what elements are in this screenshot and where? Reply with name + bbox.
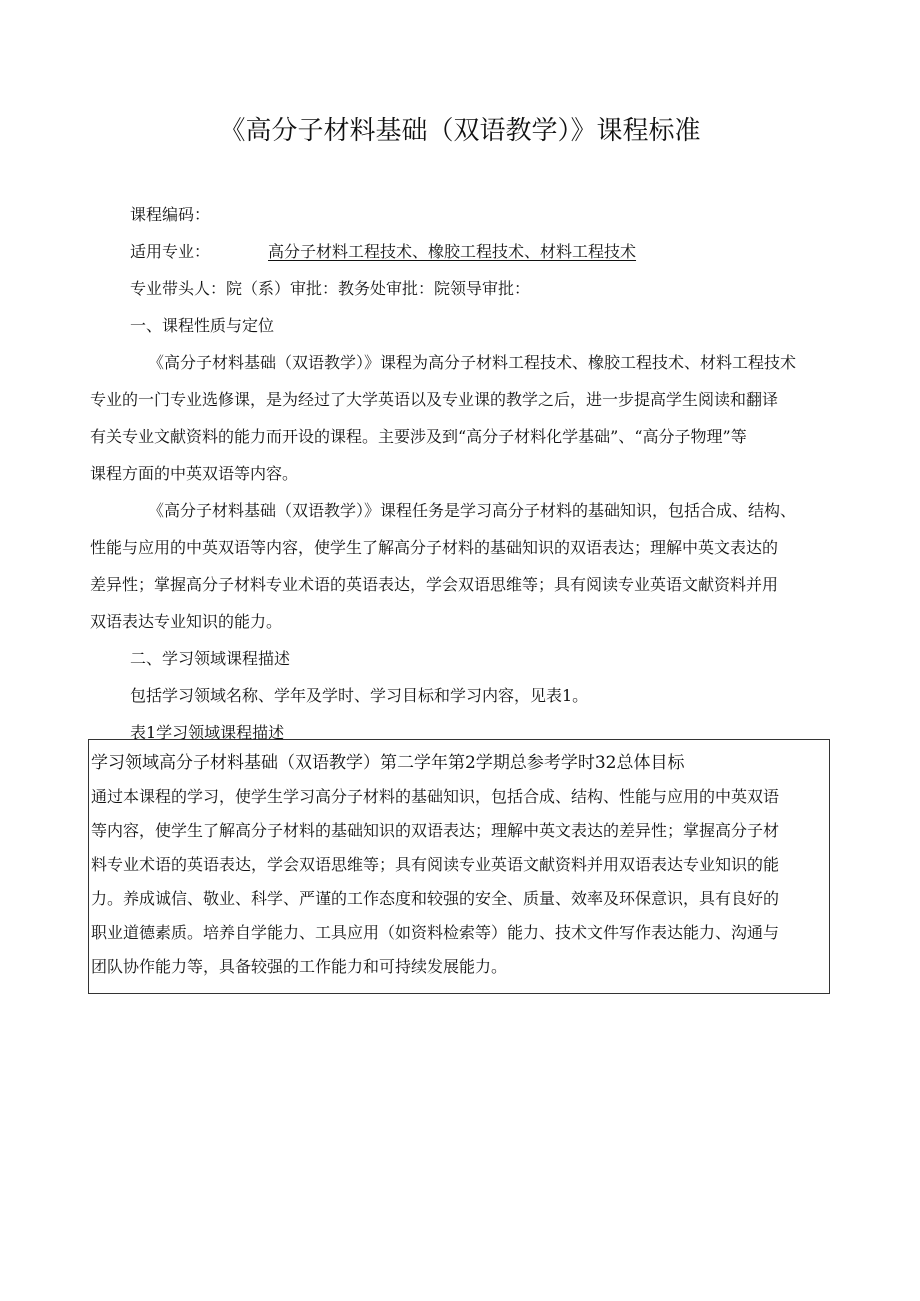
section2-intro: 包括学习领域名称、学年及学时、学习目标和学习内容，见表1。 <box>130 686 589 705</box>
course-code-label: 课程编码： <box>130 205 211 224</box>
section1-para2 <box>90 492 840 640</box>
table-body-line: 等内容，使学生了解高分子材料的基础知识的双语表达；理解中英文表达的差异性；掌握高分子材 <box>91 821 780 840</box>
course-description-table <box>88 739 830 994</box>
table-body-line: 力。养成诚信、敬业、科学、严谨的工作态度和较强的安全、质量、效率及环保意识，具有良好的 <box>91 889 780 908</box>
paragraph-line: 《高分子材料基础（双语教学）》课程为高分子材料工程技术、橡胶工程技术、材料工程技术 <box>148 353 797 372</box>
paragraph-line: 《高分子材料基础（双语教学）》课程任务是学习高分子材料的基础知识，包括合成、结构、 <box>148 501 797 520</box>
paragraph-line: 双语表达专业知识的能力。 <box>90 612 283 631</box>
approvals-line: 专业带头人：院（系）审批：教务处审批：院领导审批： <box>130 279 531 298</box>
section1-para1 <box>90 344 840 492</box>
major-label: 适用专业： <box>130 242 211 261</box>
paragraph-line: 性能与应用的中英双语等内容，使学生了解高分子材料的基础知识的双语表达；理解中英文表达的 <box>90 538 779 557</box>
paragraph-line: 有关专业文献资料的能力而开设的课程。主要涉及到“高分子材料化学基础”、“高分子物理”等 <box>90 427 747 446</box>
section1-heading: 一、课程性质与定位 <box>130 316 275 335</box>
course-meta <box>90 196 840 751</box>
paragraph-line: 专业的一门专业选修课，是为经过了大学英语以及专业课的教学之后，进一步提高学生阅读和翻译 <box>90 390 779 409</box>
table-body-line: 料专业术语的英语表达，学会双语思维等；具有阅读专业英语文献资料并用双语表达专业知识的能 <box>91 855 780 874</box>
paragraph-line: 差异性；掌握高分子材料专业术语的英语表达，学会双语思维等；具有阅读专业英语文献资料并用 <box>90 575 779 594</box>
major-value: 高分子材料工程技术、橡胶工程技术、材料工程技术 <box>268 242 637 261</box>
table-body-line: 通过本课程的学习，使学生学习高分子材料的基础知识，包括合成、结构、性能与应用的中英双语 <box>91 787 780 806</box>
table-body-line: 团队协作能力等，具备较强的工作能力和可持续发展能力。 <box>91 957 508 976</box>
table-header-row: 学习领域高分子材料基础（双语教学）第二学年第2学期总参考学时32总体目标 <box>91 753 685 773</box>
table-caption: 表1学习领域课程描述 <box>130 723 285 742</box>
section2-heading: 二、学习领域课程描述 <box>130 649 291 668</box>
paragraph-line: 课程方面的中英双语等内容。 <box>90 464 299 483</box>
major-line <box>90 233 840 270</box>
table-body-line: 职业道德素质。培养自学能力、工具应用（如资料检索等）能力、技术文件写作表达能力、沟通与 <box>91 923 780 942</box>
course-code-line <box>90 196 840 233</box>
document-title: 《高分子材料基础（双语教学）》课程标准 <box>219 116 701 146</box>
